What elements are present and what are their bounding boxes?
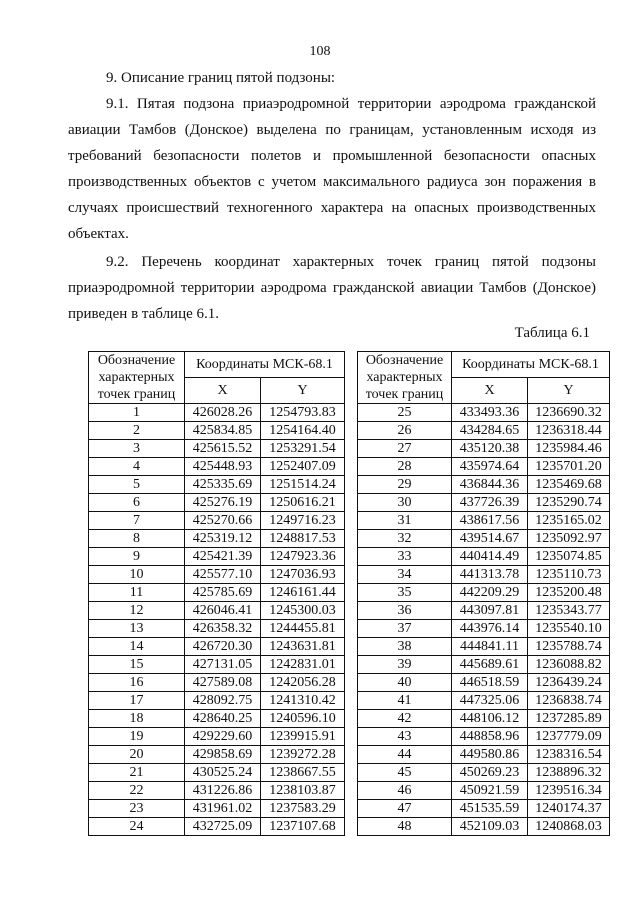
coord-x: 436844.36 xyxy=(452,476,528,494)
coord-y: 1244455.81 xyxy=(261,620,345,638)
coord-x: 441313.78 xyxy=(452,566,528,584)
coord-y: 1247036.93 xyxy=(261,566,345,584)
coord-x: 446518.59 xyxy=(452,674,528,692)
coord-y: 1235343.77 xyxy=(528,602,610,620)
coord-x: 431226.86 xyxy=(185,782,261,800)
coord-y: 1253291.54 xyxy=(261,440,345,458)
table-row xyxy=(89,530,345,548)
coord-x: 425785.69 xyxy=(185,584,261,602)
coord-y: 1237107.68 xyxy=(261,818,345,836)
table-row xyxy=(358,764,610,782)
point-number: 37 xyxy=(358,620,452,638)
coord-x: 435120.38 xyxy=(452,440,528,458)
coord-x: 426358.32 xyxy=(185,620,261,638)
point-number: 4 xyxy=(89,458,185,476)
coord-x: 443976.14 xyxy=(452,620,528,638)
coord-x: 429229.60 xyxy=(185,728,261,746)
coord-x: 426720.30 xyxy=(185,638,261,656)
coord-x: 425577.10 xyxy=(185,566,261,584)
coord-y: 1249716.23 xyxy=(261,512,345,530)
table-row xyxy=(358,422,610,440)
point-number: 7 xyxy=(89,512,185,530)
coord-x: 432725.09 xyxy=(185,818,261,836)
point-number: 38 xyxy=(358,638,452,656)
point-number: 46 xyxy=(358,782,452,800)
table-row xyxy=(89,656,345,674)
coord-y: 1248817.53 xyxy=(261,530,345,548)
table-row xyxy=(89,440,345,458)
table-row xyxy=(358,404,610,422)
coord-y: 1238103.87 xyxy=(261,782,345,800)
table-row xyxy=(89,764,345,782)
coord-x: 425615.52 xyxy=(185,440,261,458)
point-number: 26 xyxy=(358,422,452,440)
point-number: 39 xyxy=(358,656,452,674)
paragraph-9-2: 9.2. Перечень координат характерных точек границ пятой подзоны приаэродромной территории аэродрома гражданской авиации Тамбов (Донское) приведен в таблице 6.1. xyxy=(68,254,596,322)
point-number: 23 xyxy=(89,800,185,818)
coord-y: 1235110.73 xyxy=(528,566,610,584)
point-number: 27 xyxy=(358,440,452,458)
header-point-designation: Обозначение характерных точек границ xyxy=(358,352,452,404)
header-point-designation: Обозначение характерных точек границ xyxy=(89,352,185,404)
coord-x: 443097.81 xyxy=(452,602,528,620)
table-row xyxy=(358,638,610,656)
table-row xyxy=(89,494,345,512)
coord-y: 1245300.03 xyxy=(261,602,345,620)
coord-y: 1236088.82 xyxy=(528,656,610,674)
coord-x: 439514.67 xyxy=(452,530,528,548)
coord-y: 1241310.42 xyxy=(261,692,345,710)
point-number: 6 xyxy=(89,494,185,512)
coord-y: 1240868.03 xyxy=(528,818,610,836)
table-row xyxy=(89,818,345,836)
point-number: 15 xyxy=(89,656,185,674)
table-row xyxy=(89,782,345,800)
table-body-left xyxy=(89,404,345,836)
coord-x: 433493.36 xyxy=(452,404,528,422)
table-row xyxy=(89,512,345,530)
point-number: 22 xyxy=(89,782,185,800)
coord-x: 452109.03 xyxy=(452,818,528,836)
table-row xyxy=(358,620,610,638)
table-row xyxy=(358,584,610,602)
coord-x: 425448.93 xyxy=(185,458,261,476)
table-row xyxy=(358,440,610,458)
coord-x: 451535.59 xyxy=(452,800,528,818)
point-number: 9 xyxy=(89,548,185,566)
point-number: 44 xyxy=(358,746,452,764)
table-row xyxy=(89,692,345,710)
point-number: 12 xyxy=(89,602,185,620)
table-row xyxy=(358,566,610,584)
table-row xyxy=(89,638,345,656)
paragraph-9-1: 9.1. Пятая подзона приаэродромной территории аэродрома гражданской авиации Тамбов (Донское) выделена по границам, установленным исходя из требований безопасности полетов и промышленной безопасности опасных производственных объектов с учетом максимального радиуса зон поражения в случаях происшествий техногенного характера на опасных производственных объектах. xyxy=(68,96,596,242)
point-number: 28 xyxy=(358,458,452,476)
table-row xyxy=(358,800,610,818)
coord-x: 431961.02 xyxy=(185,800,261,818)
table-row xyxy=(89,566,345,584)
coord-x: 425834.85 xyxy=(185,422,261,440)
header-y: Y xyxy=(261,378,345,404)
table-row xyxy=(358,746,610,764)
coord-y: 1238896.32 xyxy=(528,764,610,782)
coord-x: 448858.96 xyxy=(452,728,528,746)
point-number: 17 xyxy=(89,692,185,710)
coord-y: 1239272.28 xyxy=(261,746,345,764)
coord-x: 425319.12 xyxy=(185,530,261,548)
coord-x: 425270.66 xyxy=(185,512,261,530)
coord-y: 1235984.46 xyxy=(528,440,610,458)
coord-y: 1235469.68 xyxy=(528,476,610,494)
coord-y: 1240596.10 xyxy=(261,710,345,728)
point-number: 31 xyxy=(358,512,452,530)
header-coordinates: Координаты МСК-68.1 xyxy=(185,352,345,378)
table-row xyxy=(358,512,610,530)
point-number: 19 xyxy=(89,728,185,746)
coord-y: 1235092.97 xyxy=(528,530,610,548)
coord-y: 1243631.81 xyxy=(261,638,345,656)
point-number: 29 xyxy=(358,476,452,494)
coord-x: 426028.26 xyxy=(185,404,261,422)
coord-x: 445689.61 xyxy=(452,656,528,674)
table-row xyxy=(358,782,610,800)
coord-y: 1236838.74 xyxy=(528,692,610,710)
table-row xyxy=(89,422,345,440)
table-row xyxy=(89,548,345,566)
point-number: 42 xyxy=(358,710,452,728)
point-number: 1 xyxy=(89,404,185,422)
coord-y: 1237779.09 xyxy=(528,728,610,746)
table-row xyxy=(358,494,610,512)
point-number: 43 xyxy=(358,728,452,746)
coord-y: 1250616.21 xyxy=(261,494,345,512)
point-number: 13 xyxy=(89,620,185,638)
coord-x: 427131.05 xyxy=(185,656,261,674)
coord-y: 1254793.83 xyxy=(261,404,345,422)
point-number: 47 xyxy=(358,800,452,818)
table-row xyxy=(89,674,345,692)
coord-x: 425276.19 xyxy=(185,494,261,512)
coord-y: 1238667.55 xyxy=(261,764,345,782)
point-number: 8 xyxy=(89,530,185,548)
coordinates-table-left xyxy=(88,351,345,836)
point-number: 2 xyxy=(89,422,185,440)
table-row xyxy=(89,800,345,818)
table-row xyxy=(89,728,345,746)
header-x: X xyxy=(185,378,261,404)
coord-x: 435974.64 xyxy=(452,458,528,476)
point-number: 25 xyxy=(358,404,452,422)
table-row xyxy=(89,458,345,476)
coord-x: 428092.75 xyxy=(185,692,261,710)
coord-x: 429858.69 xyxy=(185,746,261,764)
point-number: 21 xyxy=(89,764,185,782)
coord-y: 1254164.40 xyxy=(261,422,345,440)
coord-x: 444841.11 xyxy=(452,638,528,656)
point-number: 34 xyxy=(358,566,452,584)
coord-y: 1246161.44 xyxy=(261,584,345,602)
point-number: 24 xyxy=(89,818,185,836)
page-number: 108 xyxy=(309,44,331,59)
coord-y: 1235290.74 xyxy=(528,494,610,512)
point-number: 18 xyxy=(89,710,185,728)
table-row xyxy=(89,584,345,602)
coord-y: 1238316.54 xyxy=(528,746,610,764)
coord-y: 1235540.10 xyxy=(528,620,610,638)
point-number: 11 xyxy=(89,584,185,602)
table-row xyxy=(358,674,610,692)
table-row xyxy=(358,728,610,746)
coord-y: 1235788.74 xyxy=(528,638,610,656)
coord-y: 1235165.02 xyxy=(528,512,610,530)
coord-y: 1242831.01 xyxy=(261,656,345,674)
coord-x: 447325.06 xyxy=(452,692,528,710)
coord-y: 1242056.28 xyxy=(261,674,345,692)
table-row xyxy=(358,476,610,494)
coord-y: 1236690.32 xyxy=(528,404,610,422)
table-row xyxy=(358,818,610,836)
header-x: X xyxy=(452,378,528,404)
coord-x: 440414.49 xyxy=(452,548,528,566)
coord-y: 1235200.48 xyxy=(528,584,610,602)
table-row xyxy=(358,692,610,710)
coord-x: 426046.41 xyxy=(185,602,261,620)
table-row xyxy=(89,602,345,620)
coord-y: 1240174.37 xyxy=(528,800,610,818)
table-caption: Таблица 6.1 xyxy=(514,325,590,341)
coord-x: 450921.59 xyxy=(452,782,528,800)
table-row xyxy=(358,458,610,476)
point-number: 36 xyxy=(358,602,452,620)
coord-y: 1239915.91 xyxy=(261,728,345,746)
coord-y: 1239516.34 xyxy=(528,782,610,800)
point-number: 41 xyxy=(358,692,452,710)
coord-x: 434284.65 xyxy=(452,422,528,440)
point-number: 30 xyxy=(358,494,452,512)
table-row xyxy=(358,530,610,548)
coord-x: 438617.56 xyxy=(452,512,528,530)
coord-x: 448106.12 xyxy=(452,710,528,728)
coord-y: 1237583.29 xyxy=(261,800,345,818)
coord-y: 1235701.20 xyxy=(528,458,610,476)
point-number: 20 xyxy=(89,746,185,764)
table-row xyxy=(358,710,610,728)
coord-y: 1247923.36 xyxy=(261,548,345,566)
coord-y: 1236439.24 xyxy=(528,674,610,692)
point-number: 32 xyxy=(358,530,452,548)
table-row xyxy=(358,548,610,566)
table-row xyxy=(89,746,345,764)
coord-x: 425421.39 xyxy=(185,548,261,566)
header-y: Y xyxy=(528,378,610,404)
point-number: 5 xyxy=(89,476,185,494)
point-number: 45 xyxy=(358,764,452,782)
section-heading: 9. Описание границ пятой подзоны: xyxy=(106,70,336,86)
point-number: 35 xyxy=(358,584,452,602)
header-coordinates: Координаты МСК-68.1 xyxy=(452,352,610,378)
coord-y: 1252407.09 xyxy=(261,458,345,476)
point-number: 3 xyxy=(89,440,185,458)
coord-x: 449580.86 xyxy=(452,746,528,764)
coord-x: 425335.69 xyxy=(185,476,261,494)
coord-y: 1236318.44 xyxy=(528,422,610,440)
coord-y: 1251514.24 xyxy=(261,476,345,494)
table-row xyxy=(89,404,345,422)
coord-y: 1237285.89 xyxy=(528,710,610,728)
table-row xyxy=(89,620,345,638)
table-body-right xyxy=(358,404,610,836)
coord-x: 430525.24 xyxy=(185,764,261,782)
point-number: 48 xyxy=(358,818,452,836)
coord-x: 450269.23 xyxy=(452,764,528,782)
coord-x: 437726.39 xyxy=(452,494,528,512)
point-number: 40 xyxy=(358,674,452,692)
point-number: 33 xyxy=(358,548,452,566)
table-row xyxy=(89,710,345,728)
coordinates-table-right xyxy=(357,351,610,836)
coord-y: 1235074.85 xyxy=(528,548,610,566)
coord-x: 427589.08 xyxy=(185,674,261,692)
point-number: 14 xyxy=(89,638,185,656)
coord-x: 428640.25 xyxy=(185,710,261,728)
point-number: 10 xyxy=(89,566,185,584)
table-row xyxy=(358,602,610,620)
table-row xyxy=(89,476,345,494)
table-row xyxy=(358,656,610,674)
coord-x: 442209.29 xyxy=(452,584,528,602)
point-number: 16 xyxy=(89,674,185,692)
